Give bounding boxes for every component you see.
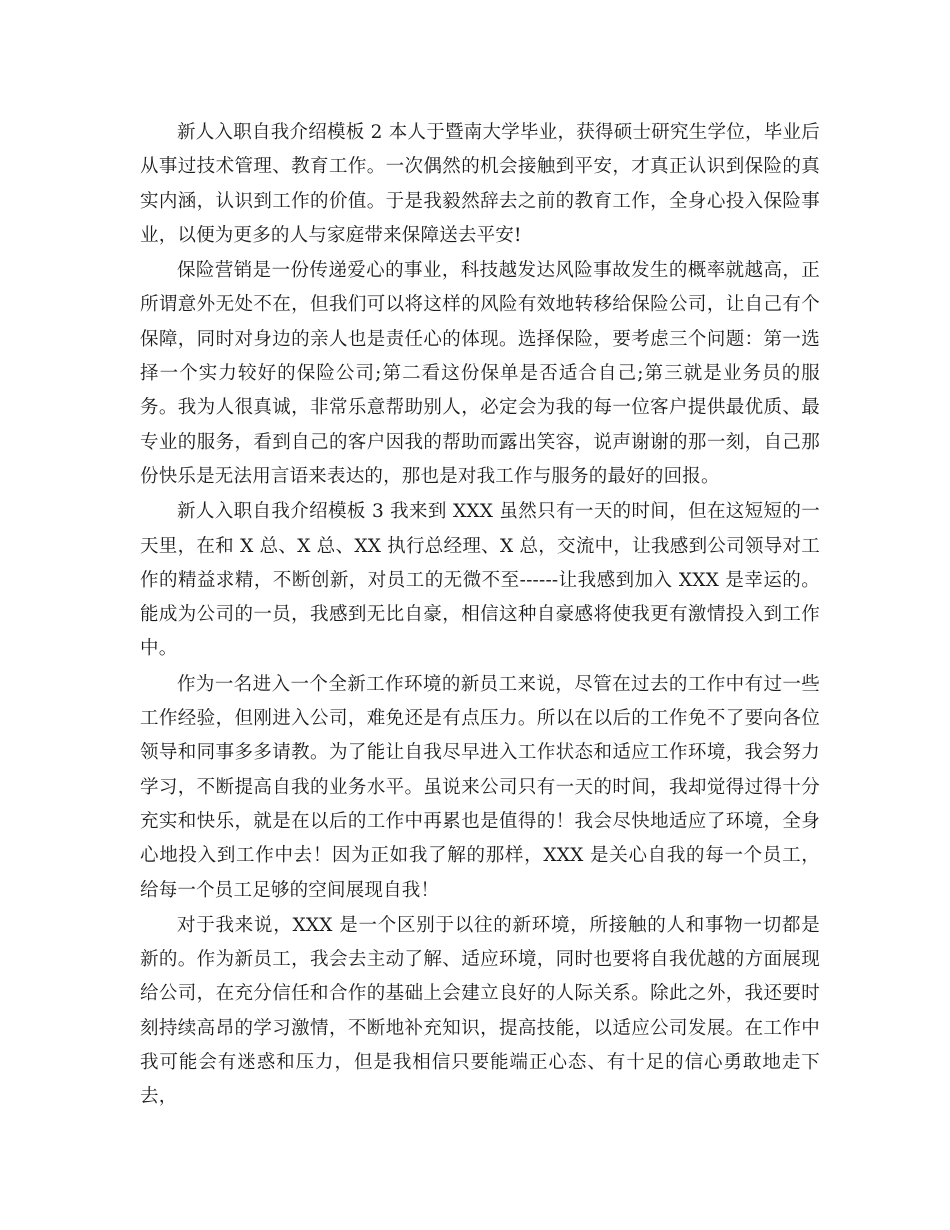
paragraph-new-employee-adaptation: 作为一名进入一个全新工作环境的新员工来说，尽管在过去的工作中有过一些工作经验，但刚进入公司，难免还是有点压力。所以在以后的工作免不了要向各位领导和同事多多请教。为了能让自我尽早进入工作状态和适应工作环境，我会努力学习，不断提高自我的业务水平。虽说来公司只有一天的时间，我却觉得过得十分充实和快乐，就是在以后的工作中再累也是值得的！我会尽快地适应了环境，全身心地投入到工作中去！因为正如我了解的那样，XXX 是关心自我的每一个员工，给每一个员工足够的空间展现自我！ xyxy=(140,673,820,901)
document-body xyxy=(140,116,820,1116)
paragraph-template-3-intro: 新人入职自我介绍模板 3 我来到 XXX 虽然只有一天的时间，但在这短短的一天里，在和 X 总、X 总、XX 执行总经理、X 总，交流中，让我感到公司领导对工作的精益求精，不断创新，对员工的无微不至------让我感到加入 XXX 是幸运的。能成为公司的一员，我感到无比自豪，相信这种自豪感将使我更有激情投入到工作中。 xyxy=(140,501,820,660)
paragraph-template-2-intro: 新人入职自我介绍模板 2 本人于暨南大学毕业，获得硕士研究生学位，毕业后从事过技术管理、教育工作。一次偶然的机会接触到平安，才真正认识到保险的真实内涵，认识到工作的价值。于是我毅然辞去之前的教育工作，全身心投入保险事业，以便为更多的人与家庭带来保障送去平安! xyxy=(140,122,820,246)
paragraph-new-environment: 对于我来说，XXX 是一个区别于以往的新环境，所接触的人和事物一切都是新的。作为新员工，我会去主动了解、适应环境，同时也要将自我优越的方面展现给公司，在充分信任和合作的基础上会建立良好的人际关系。除此之外，我还要时刻持续高昂的学习激情，不断地补充知识，提高技能，以适应公司发展。在工作中我可能会有迷惑和压力，但是我相信只要能端正心态、有十足的信心勇敢地走下去， xyxy=(140,914,820,1108)
paragraph-insurance-marketing: 保险营销是一份传递爱心的事业，科技越发达风险事故发生的概率就越高，正所谓意外无处不在，但我们可以将这样的风险有效地转移给保险公司，让自己有个保障，同时对身边的亲人也是责任心的体现。选择保险，要考虑三个问题：第一选择一个实力较好的保险公司;第二看这份保单是否适合自己;第三就是业务员的服务。我为人很真诚，非常乐意帮助别人，必定会为我的每一位客户提供最优质、最专业的服务，看到自己的客户因我的帮助而露出笑容，说声谢谢的那一刻，自己那份快乐是无法用言语来表达的，那也是对我工作与服务的最好的回报。 xyxy=(140,260,820,487)
